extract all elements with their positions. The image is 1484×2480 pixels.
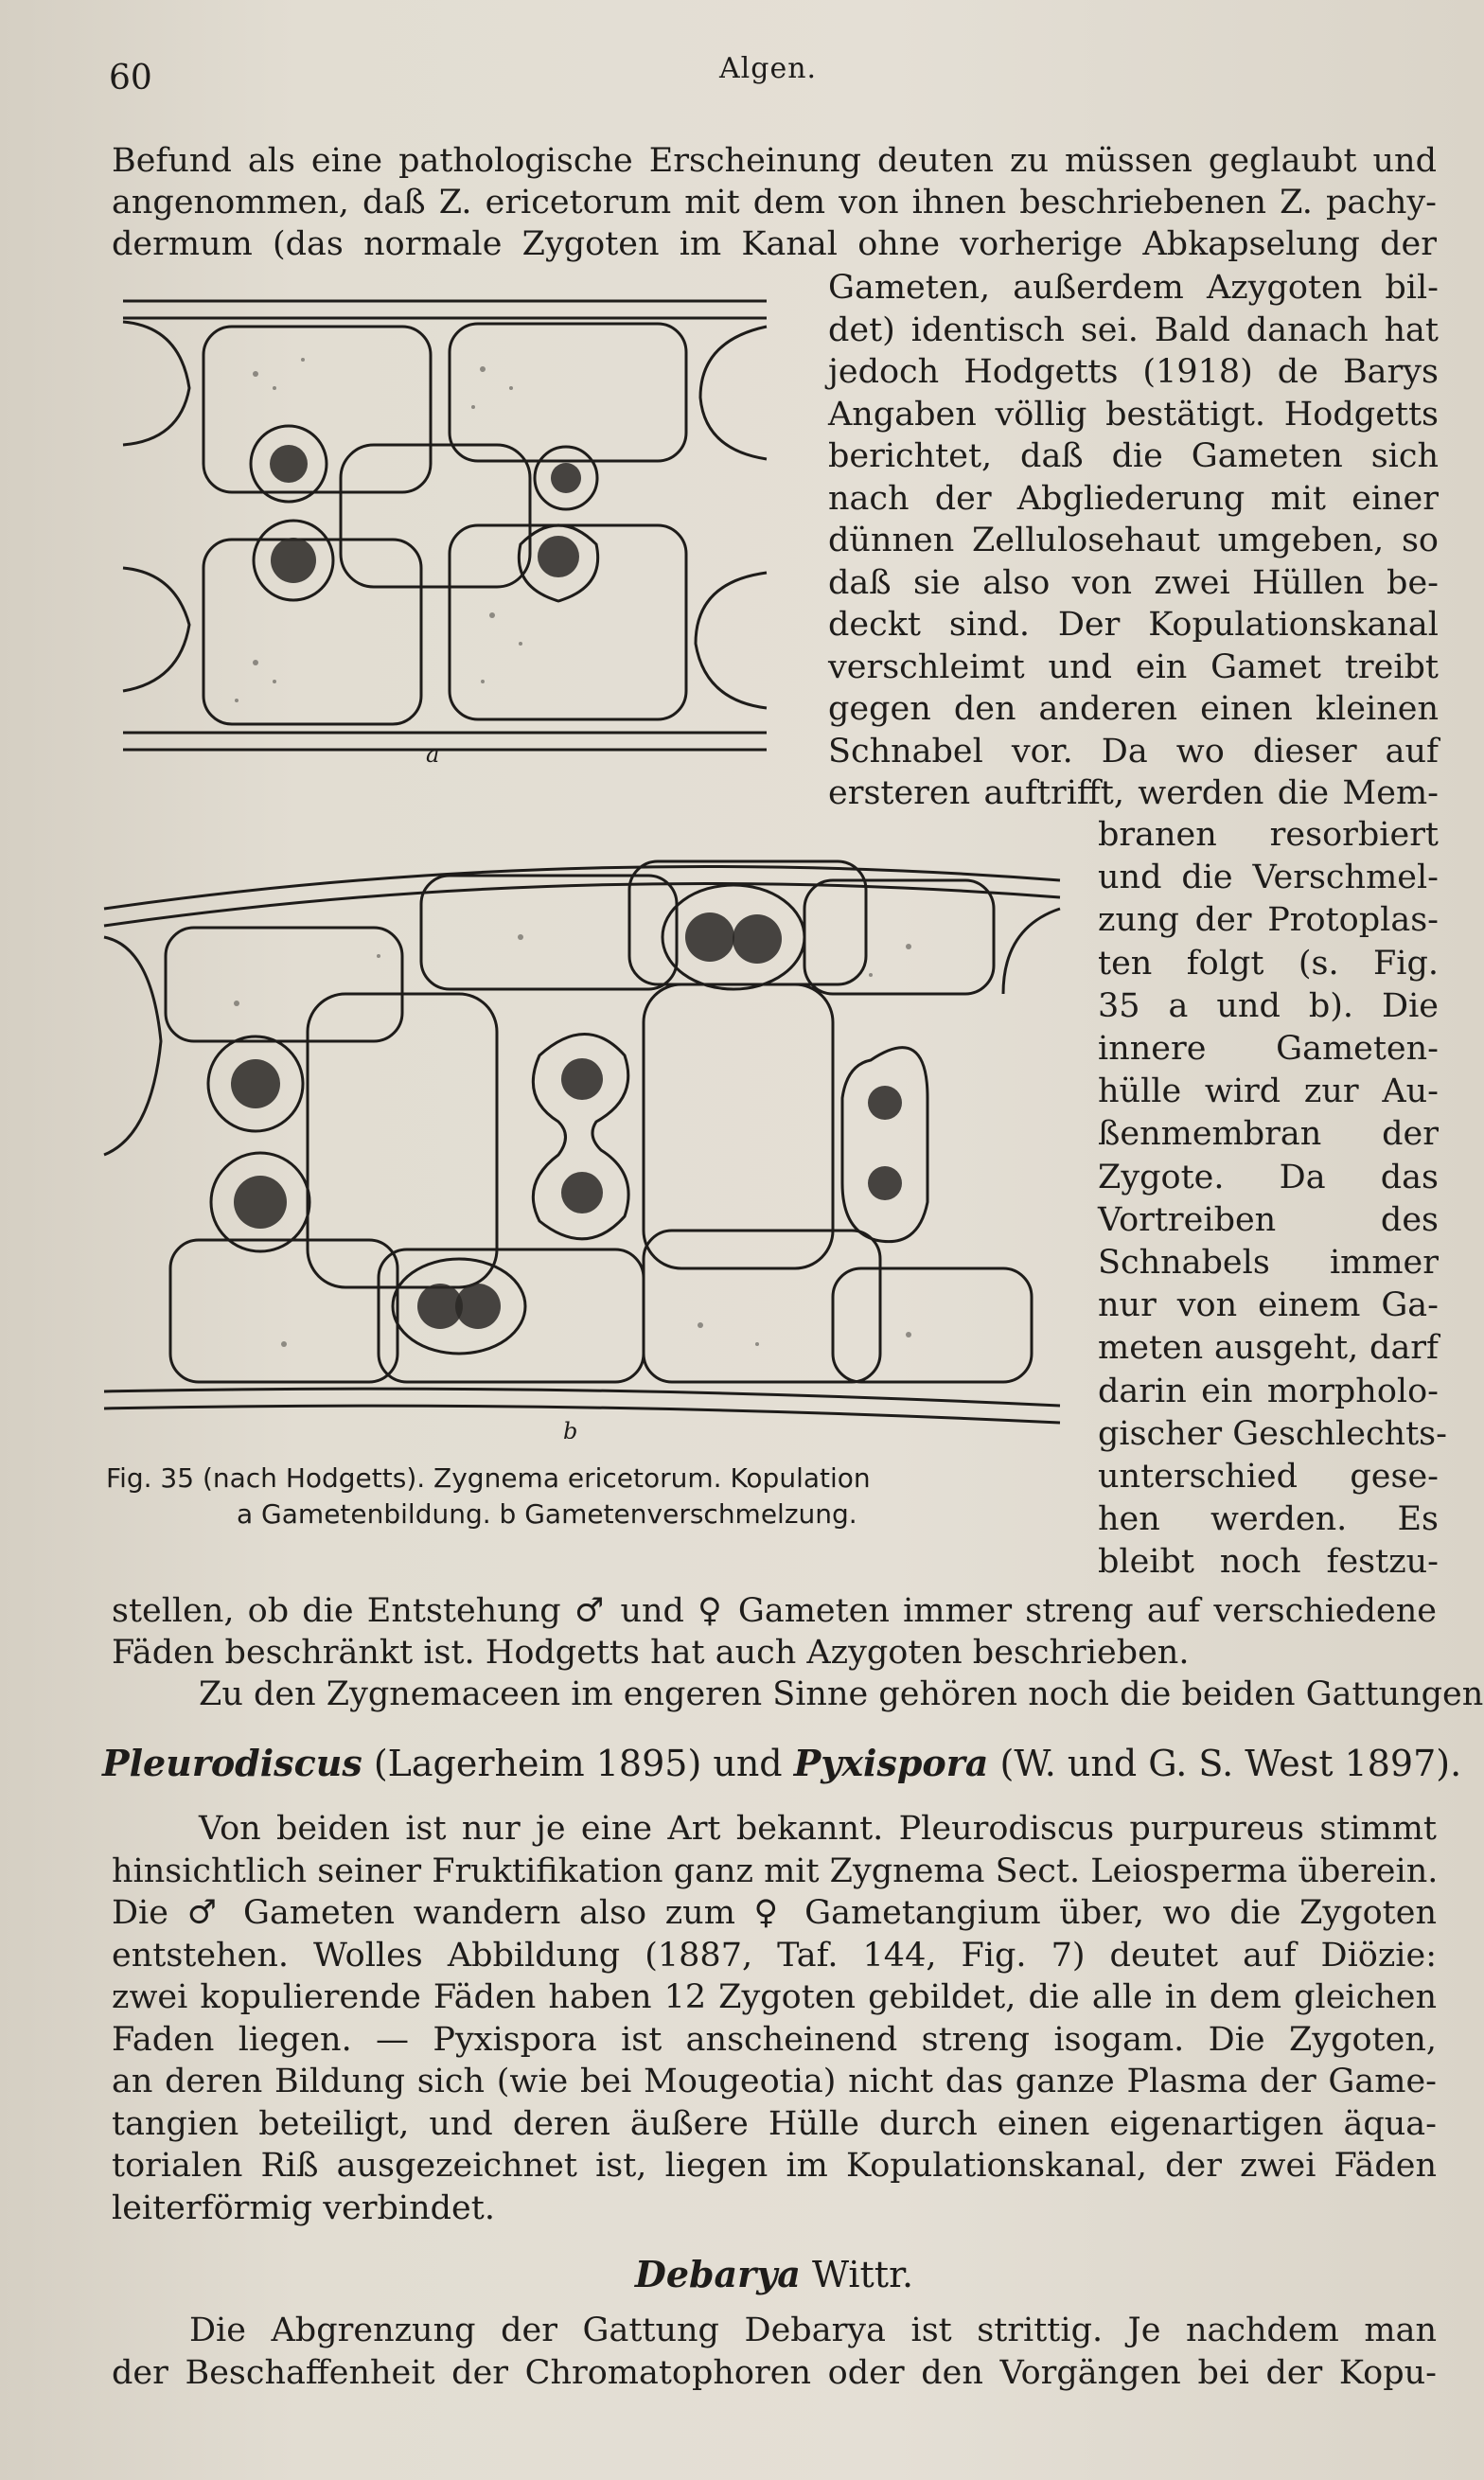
text-line: meten ausgeht, darf xyxy=(1098,1329,1439,1368)
text-line: angenommen, daß Z. ericetorum mit dem von ihnen beschriebenen Z. pachy- xyxy=(112,184,1437,221)
genus-pyxispora: Pyxispora xyxy=(793,1742,989,1784)
figure-35a-gamete-formation xyxy=(114,284,795,776)
text-line: branen resorbiert xyxy=(1098,816,1439,854)
genus-pleurodiscus: Pleurodiscus xyxy=(102,1742,362,1784)
text-line: hülle wird zur Au- xyxy=(1098,1072,1439,1111)
text-line: dermum (das normale Zygoten im Kanal ohne vorherige Abkapselung der xyxy=(112,225,1437,263)
genus-pleurodiscus-author: (Lagerheim 1895) und xyxy=(362,1743,794,1784)
text-line: verschleimt und ein Gamet treibt xyxy=(828,647,1439,686)
text-line: dünnen Zellulosehaut umgeben, so xyxy=(828,522,1439,559)
text-line: Schnabel vor. Da wo dieser auf xyxy=(828,732,1439,771)
text-line: Angaben völlig bestätigt. Hodgetts xyxy=(828,395,1439,434)
genus-debarya-author: Wittr. xyxy=(800,2254,914,2295)
text-line: det) identisch sei. Bald danach hat xyxy=(828,310,1439,349)
figure-label-b: b xyxy=(563,1418,578,1439)
text-line: stellen, ob die Entstehung ♂ und ♀ Gameten immer streng auf verschiedene xyxy=(112,1592,1437,1630)
text-line: ten folgt (s. Fig. xyxy=(1098,944,1439,983)
text-line: Zygote. Da das xyxy=(1098,1158,1439,1196)
genus-debarya: Debarya xyxy=(634,2253,801,2295)
text-line: Schnabels immer xyxy=(1098,1244,1439,1282)
text-line: hen werden. Es xyxy=(1098,1500,1439,1539)
text-line: deckt sind. Der Kopulationskanal xyxy=(828,606,1439,644)
text-line: zwei kopulierende Fäden haben 12 Zygoten gebildet, die alle in dem gleichen xyxy=(112,1978,1437,2016)
text-line: Faden liegen. — Pyxispora ist anscheinend streng isogam. Die Zygoten, xyxy=(112,2020,1437,2059)
text-line: torialen Riß ausgezeichnet ist, liegen im Kopulationskanal, der zwei Fäden xyxy=(112,2147,1437,2185)
text-line: Von beiden ist nur je eine Art bekannt. Pleurodiscus purpureus stimmt xyxy=(199,1810,1437,1848)
text-line: gegen den anderen einen kleinen xyxy=(828,690,1439,728)
text-line: jedoch Hodgetts (1918) de Barys xyxy=(828,353,1439,391)
text-line: Gameten, außerdem Azygoten bil- xyxy=(828,269,1439,307)
text-line: Die Abgrenzung der Gattung Debarya ist strittig. Je nachdem man xyxy=(189,2312,1437,2349)
text-line: Befund als eine pathologische Erscheinung deuten zu müssen geglaubt und xyxy=(112,142,1437,180)
text-line: hinsichtlich seiner Fruktifikation ganz mit Zygnema Sect. Leiosperma überein. xyxy=(112,1851,1439,1890)
text-line: und die Verschmel- xyxy=(1098,859,1439,897)
text-line: bleibt noch festzu- xyxy=(1098,1543,1439,1582)
text-line: Die ♂ Gameten wandern also zum ♀ Gametangium über, wo die Zygoten xyxy=(112,1894,1437,1932)
page-number: 60 xyxy=(109,59,152,97)
text-line: gischer Geschlechts- xyxy=(1098,1414,1447,1453)
text-line: an deren Bildung sich (wie bei Mougeotia) nicht das ganze Plasma der Game- xyxy=(112,2063,1437,2100)
text-line: 35 a und b). Die xyxy=(1098,986,1439,1025)
text-line: entstehen. Wolles Abbildung (1887, Taf. 144, Fig. 7) deutet auf Diözie: xyxy=(112,1936,1437,1975)
text-line: Zu den Zygnemaceen im engeren Sinne gehören noch die beiden Gattungen xyxy=(199,1675,1484,1713)
text-line: ßenmembran der xyxy=(1098,1115,1439,1154)
genus-pyxispora-author: (W. und G. S. West 1897). xyxy=(988,1743,1462,1784)
text-line: leiterförmig verbindet. xyxy=(112,2188,495,2227)
text-line: nur von einem Ga- xyxy=(1098,1286,1439,1325)
text-line: zung der Protoplas- xyxy=(1098,901,1439,940)
figure-label-a: a xyxy=(426,741,440,768)
text-line: der Beschaffenheit der Chromatophoren oder den Vorgängen bei der Kopu- xyxy=(112,2354,1437,2392)
text-line: ersteren auftrifft, werden die Mem- xyxy=(828,774,1439,812)
text-line: Fäden beschränkt ist. Hodgetts hat auch Azygoten beschrieben. xyxy=(112,1634,1190,1672)
text-line: Vortreiben des xyxy=(1098,1200,1439,1239)
figure-35b-gamete-fusion xyxy=(95,852,1069,1439)
figure-caption-line2: a Gametenbildung. b Gametenverschmelzung. xyxy=(237,1498,857,1530)
genera-heading-line xyxy=(102,1742,1461,1784)
figure-caption-line1: Fig. 35 (nach Hodgetts). Zygnema ericetorum. Kopulation xyxy=(106,1462,871,1494)
text-line: berichtet, daß die Gameten sich xyxy=(828,437,1439,475)
text-line: innere Gameten- xyxy=(1098,1030,1439,1068)
running-head: Algen. xyxy=(719,52,818,85)
text-line: nach der Abgliederung mit einer xyxy=(828,479,1439,518)
debarya-heading xyxy=(112,2253,1437,2295)
text-line: tangien beteiligt, und deren äußere Hülle durch einen eigenartigen äqua- xyxy=(112,2104,1437,2143)
text-line: unterschied gese- xyxy=(1098,1458,1439,1496)
text-line: darin ein morpholo- xyxy=(1098,1372,1439,1410)
text-line: daß sie also von zwei Hüllen be- xyxy=(828,563,1439,602)
